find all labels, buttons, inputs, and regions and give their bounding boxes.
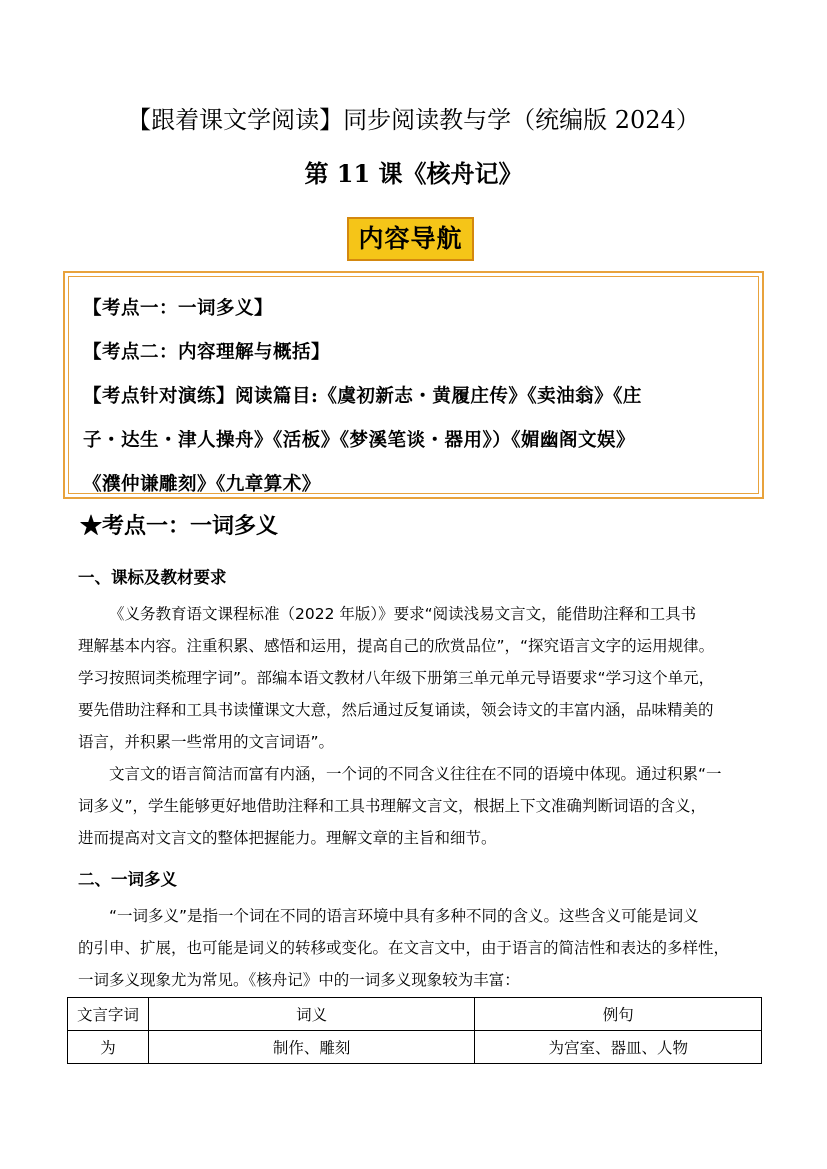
- paragraph-curriculum: [78, 598, 752, 758]
- text-line: 要先借助注释和工具书读懂课文大意，然后通过反复诵读，领会诗文的丰富内涵，品味精美的: [78, 701, 714, 719]
- nav-item-practice: 【考点针对演练】阅读篇目:《虞初新志・黄履庄传》《卖油翁》《庄: [83, 386, 642, 407]
- paragraph-polysemy: [78, 900, 752, 996]
- nav-item-practice-cont: 子・达生・津人操舟》《活板》《梦溪笔谈・器用》）《媚幽阁文娱》: [83, 430, 636, 451]
- text-line: 词多义”，学生能够更好地借助注释和工具书理解文言文，根据上下文准确判断词语的含义，: [78, 797, 707, 815]
- table-header-row: [68, 998, 762, 1031]
- subheading-curriculum-requirements: 一、课标及教材要求: [78, 568, 227, 587]
- table-header-example: 例句: [475, 998, 762, 1031]
- table-cell-word: 为: [68, 1031, 149, 1064]
- table-header-meaning: 词义: [148, 998, 475, 1031]
- table-cell-example: 为宫室、器皿、人物: [475, 1031, 762, 1064]
- text-line: 一词多义现象尤为常见。《核舟记》中的一词多义现象较为丰富：: [78, 971, 520, 989]
- section-heading-point-one: ★考点一：一词多义: [80, 513, 279, 539]
- table-cell-meaning: 制作、雕刻: [148, 1031, 475, 1064]
- polysemy-table: [67, 997, 762, 1064]
- text-line: 语言，并积累一些常用的文言词语”。: [78, 733, 335, 751]
- content-navigation-badge: 内容导航: [347, 217, 474, 261]
- table-header-word: 文言字词: [68, 998, 149, 1031]
- nav-item-point-one: 【考点一：一词多义】: [83, 298, 274, 319]
- nav-item-point-two: 【考点二：内容理解与概括】: [83, 342, 331, 363]
- text-line: 的引申、扩展，也可能是词义的转移或变化。在文言文中，由于语言的简洁性和表达的多样性，: [78, 939, 730, 957]
- lesson-title: 第 11 课《核舟记》: [304, 159, 523, 188]
- content-navigation-inner: [68, 276, 759, 494]
- subheading-polysemy: 二、一词多义: [78, 870, 177, 889]
- text-line: 进而提高对文言文的整体把握能力。理解文章的主旨和细节。: [78, 829, 497, 847]
- table-row: [68, 1031, 762, 1064]
- nav-item-practice-end: 《濮仲谦雕刻》《九章算术》: [83, 474, 321, 495]
- text-line: 学习按照词类梳理字词”。部编本语文教材八年级下册第三单元单元导语要求“学习这个单元，: [78, 669, 715, 687]
- text-line: 文言文的语言简洁而富有内涵，一个词的不同含义往往在不同的语境中体现。通过积累“一: [109, 765, 722, 783]
- content-navigation-box: [63, 271, 764, 499]
- text-line: 理解基本内容。注重积累、感悟和运用，提高自己的欣赏品位”，“探究语言文字的运用规律。: [78, 637, 715, 655]
- page-title: 【跟着课文学阅读】同步阅读教与学（统编版 2024）: [127, 106, 700, 134]
- text-line: 《义务教育语文课程标准（2022 年版）》要求“阅读浅易文言文，能借助注释和工具书: [109, 605, 697, 623]
- text-line: “一词多义”是指一个词在不同的语言环境中具有多种不同的含义。这些含义可能是词义: [109, 907, 699, 925]
- paragraph-classical-language: [78, 758, 752, 854]
